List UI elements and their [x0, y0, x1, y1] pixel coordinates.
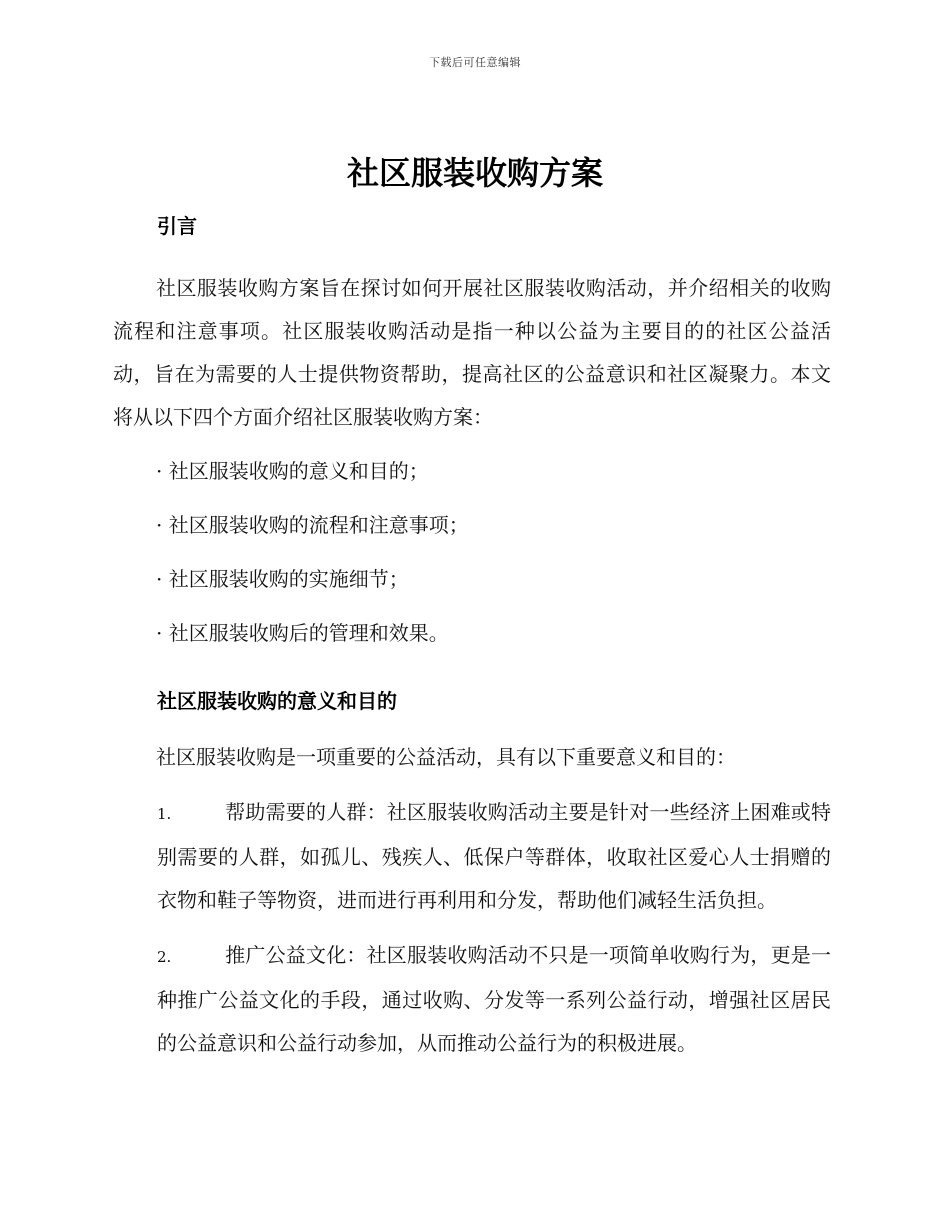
item-number: 2.	[157, 948, 172, 966]
bullet-list	[113, 450, 831, 655]
list-item: · 社区服装收购的意义和目的；	[156, 459, 429, 483]
document-body	[113, 200, 831, 1065]
section-heading: 社区服装收购的意义和目的	[157, 689, 397, 713]
list-item: · 社区服装收购的流程和注意事项；	[156, 513, 469, 537]
item-number: 1.	[157, 805, 172, 823]
header-note: 下载后可任意编辑	[429, 56, 521, 69]
intro-heading: 引言	[157, 214, 197, 238]
list-item: · 社区服装收购后的管理和效果。	[156, 621, 449, 645]
list-item: · 社区服装收购的实施细节；	[156, 567, 409, 591]
item-text: 推广公益文化：社区服装收购活动不只是一项简单收购行为，更是一种推广公益文化的手段，通过收购、分发等一系列公益行动，增强社区居民的公益意识和公益行动参加，从而推动公益行为的积极进展。	[157, 943, 831, 1055]
numbered-item	[113, 791, 831, 922]
numbered-item	[113, 934, 831, 1065]
item-text: 帮助需要的人群：社区服装收购活动主要是针对一些经济上困难或特别需要的人群，如孤儿、残疾人、低保户等群体，收取社区爱心人士捐赠的衣物和鞋子等物资，进而进行再利用和分发，帮助他们减轻生活负担。	[157, 800, 831, 912]
section-paragraph: 社区服装收购是一项重要的公益活动，具有以下重要意义和目的：	[156, 745, 736, 769]
document-title: 社区服装收购方案	[346, 154, 603, 192]
intro-paragraph: 社区服装收购方案旨在探讨如何开展社区服装收购活动，并介绍相关的收购流程和注意事项。社区服装收购活动是指一种以公益为主要目的的社区公益活动，旨在为需要的人士提供物资帮助，提高社区的公益意识和社区凝聚力。本文将从以下四个方面介绍社区服装收购方案：	[113, 276, 831, 429]
